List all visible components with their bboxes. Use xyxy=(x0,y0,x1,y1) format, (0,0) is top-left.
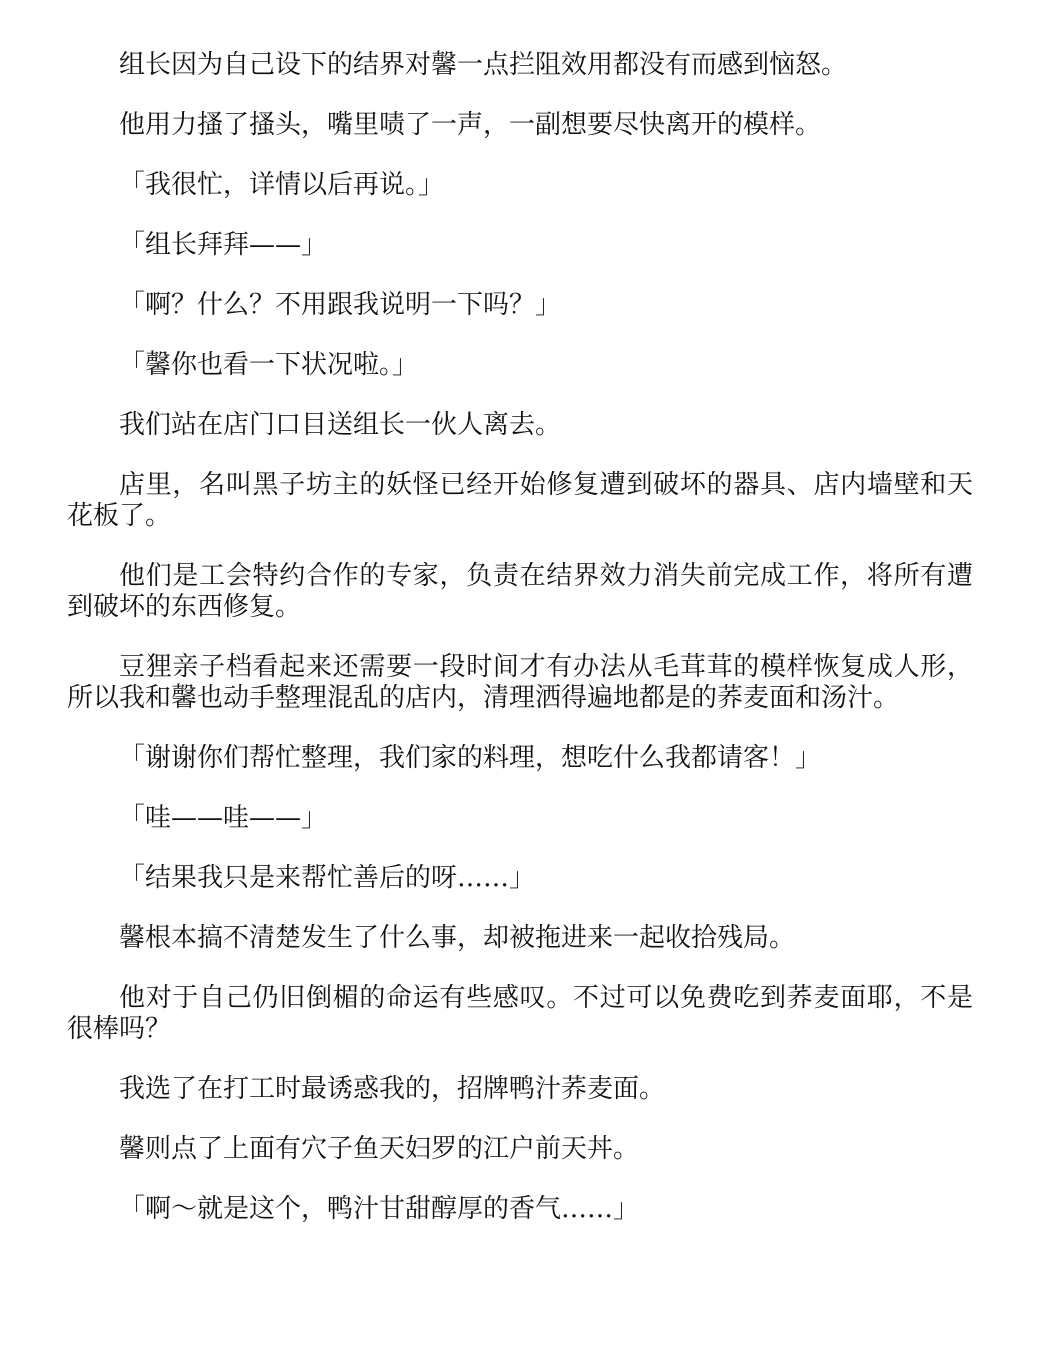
paragraph: 他对于自己仍旧倒楣的命运有些感叹。不过可以免费吃到荞麦面耶，不是很棒吗？ xyxy=(67,983,973,1044)
paragraph: 豆狸亲子档看起来还需要一段时间才有办法从毛茸茸的模样恢复成人形，所以我和馨也动手整理混乱的店内，清理洒得遍地都是的荞麦面和汤汁。 xyxy=(67,652,973,713)
paragraph: 「我很忙，详情以后再说。」 xyxy=(119,170,445,200)
paragraph: 「哇——哇——」 xyxy=(119,803,328,833)
paragraph: 馨根本搞不清楚发生了什么事，却被拖进来一起收拾残局。 xyxy=(119,923,796,953)
paragraph: 他用力搔了搔头，嘴里啧了一声，一副想要尽快离开的模样。 xyxy=(119,110,822,140)
paragraph: 「组长拜拜——」 xyxy=(119,230,328,260)
paragraph: 他们是工会特约合作的专家，负责在结界效力消失前完成工作，将所有遭到破坏的东西修复。 xyxy=(67,561,973,622)
paragraph: 我们站在店门口目送组长一伙人离去。 xyxy=(119,410,562,440)
paragraph: 馨则点了上面有穴子鱼天妇罗的江户前天丼。 xyxy=(119,1134,640,1164)
paragraph: 「啊？什么？不用跟我说明一下吗？」 xyxy=(119,290,562,320)
paragraph: 我选了在打工时最诱惑我的，招牌鸭汁荞麦面。 xyxy=(119,1074,666,1104)
paragraph: 店里，名叫黑子坊主的妖怪已经开始修复遭到破坏的器具、店内墙壁和天花板了。 xyxy=(67,470,973,531)
paragraph: 「馨你也看一下状况啦。」 xyxy=(119,350,419,380)
body-text xyxy=(67,50,973,1254)
paragraph: 「啊～就是这个，鸭汁甘甜醇厚的香气……」 xyxy=(119,1194,640,1224)
paragraph: 「谢谢你们帮忙整理，我们家的料理，想吃什么我都请客！」 xyxy=(119,743,822,773)
paragraph: 组长因为自己设下的结界对馨一点拦阻效用都没有而感到恼怒。 xyxy=(119,50,848,80)
paragraph: 「结果我只是来帮忙善后的呀……」 xyxy=(119,863,536,893)
